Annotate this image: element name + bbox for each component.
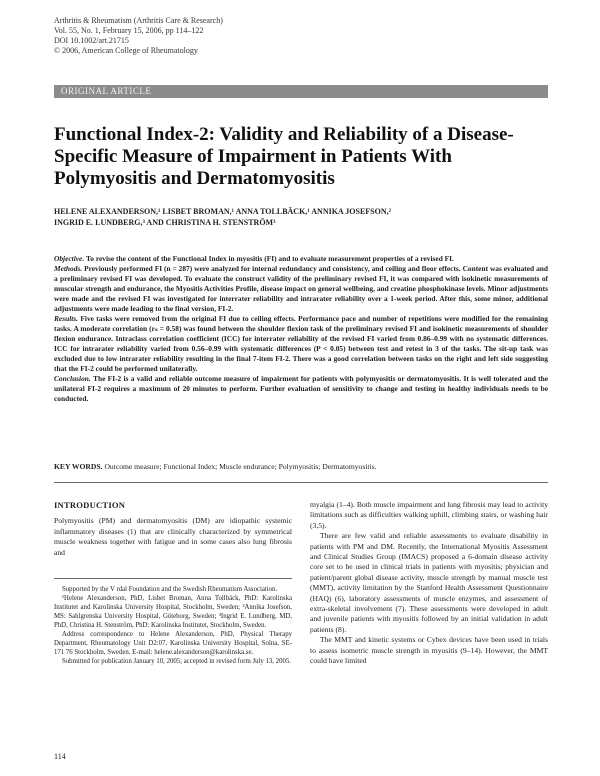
article-title: Functional Index-2: Validity and Reliability of a Disease-Specific Measure of Impairment in Patients With Polymyositis and Dermatomyositis: [54, 124, 514, 189]
footnote-correspondence: Address correspondence to Helene Alexanderson, PhD, Physical Therapy Department, Rheumatology Unit D2:07, Karolinska University Hospital, Solna, SE-171 76 Stockholm, Sweden. E-mail: helene.alexanderson@karolinska.se.: [54, 631, 292, 656]
methods-label: Methods.: [54, 264, 83, 273]
article-type-banner: [54, 85, 548, 98]
authors-line-2: INGRID E. LUNDBERG,³ AND CHRISTINA H. STENSTRÖM³: [54, 218, 276, 227]
right-paragraph-2: There are few valid and reliable assessments to evaluate disability in patients with PM and DM. Recently, the International Myositis Assessment and Clinical Studies Group (IMACS) proposed a 6-domain disease activity core set to be used in clinical trials in patients with myositis; physician and patient/parent global disease activity, muscle strength by manual muscle test (MMT), activity limitation by the Stanford Health Assessment Questionnaire (HAQ) (6), laboratory assessments of muscle enzymes, and assessment of extra-skeletal involvement (7). These assessments were developed in adult and juvenile patients with myositis followed by an initial validation in adult patients (8).: [310, 531, 548, 634]
results-text: Five tasks were removed from the original FI due to ceiling effects. Performance pace and number of repetitions were modified for the remaining tasks. A moderate correlation (rₛ = 0.58) was found between the shoulder flexion task of the preliminary revised FI and isokinetic measurements of shoulder flexion endurance. Intraclass correlation coefficient (ICC) for interrater reliability of the revised FI varied from 0.86–0.99 with no systematic differences. ICC for intrarater reliability varied from 0.56–0.99 with systematic differences (P < 0.05) between test and retest in 3 of the tasks. The sit-up task was excluded due to low intrarater reliability resulting in the final 7-item FI-2. There was a good correlation between tasks on the right and left side suggesting that the FI-2 could be performed unilaterally.: [54, 314, 548, 373]
footnote-affiliations: ¹Helene Alexanderson, PhD, Lisbet Broman, Anna Tollbäck, PhD: Karolinska Institutet and Karolinska University Hospital, Stockholm, Sweden; ²Annika Josefson, MS: Sahlgrenska University Hospital, Göteborg, Sweden; ³Ingrid E. Lundberg, MD, PhD, Christina H. Stenström, PhD: Karolinska Institutet, Stockholm, Sweden.: [54, 595, 292, 629]
keywords-label: KEY WORDS.: [54, 462, 103, 471]
journal-name: Arthritis & Rheumatism (Arthritis Care & Research): [54, 16, 223, 25]
abstract: [54, 254, 548, 404]
author-list: [54, 206, 554, 228]
abstract-methods: [54, 264, 548, 314]
conclusion-text: The FI-2 is a valid and reliable outcome measure of impairment for patients with polymyositis or dermatomyositis. It is well tolerated and the unilateral FI-2 requires a maximum of 20 minutes to perform. Further evaluation of sensitivity to change and testing in healthy individuals needs to be conducted.: [54, 374, 548, 403]
objective-label: Objective.: [54, 254, 85, 263]
right-column: [310, 500, 548, 667]
methods-text: Previously performed FI (n = 287) were analyzed for internal redundancy and consistency, and ceiling and floor effects. Content was evaluated and a preliminary revised FI was developed. To evaluate the construct validity of the preliminary revised FI, it was compared with isokinetic measurements of muscular strength and endurance, the Myositis Activities Profile, disease impact on general wellbeing, and creatine phosphokinase levels. Minor adjustments were made and the revised FI was investigated for interrater reliability and intrarater reliability over a 1-week period. After this, some minor, additional adjustments were made leading to the final version, FI-2.: [54, 264, 548, 313]
objective-text: To revise the content of the Functional Index in myositis (FI) and to evaluate measurement properties of a revised FI.: [86, 254, 454, 263]
right-paragraph-1: myalgia (1–4). Both muscle impairment and lung fibrosis may lead to activity limitations such as difficulties walking uphill, climbing stairs, or washing hair (3,5).: [310, 500, 548, 530]
journal-volume: Vol. 55, No. 1, February 15, 2006, pp 114–122: [54, 26, 204, 35]
results-label: Results.: [54, 314, 79, 323]
article-footnote: [54, 578, 292, 666]
page-number: 114: [54, 752, 66, 761]
article-type-label: ORIGINAL ARTICLE: [61, 86, 152, 96]
intro-paragraph: Polymyositis (PM) and dermatomyositis (DM) are idiopathic systemic inflammatory diseases (1) that are clinically characterized by symmetrical muscle weakness together with fatigue and in some cases also lung fibrosis and: [54, 516, 292, 557]
keywords: [54, 462, 548, 472]
footnote-support: Supported by the V rdal Foundation and the Swedish Rheumatism Association.: [62, 586, 278, 593]
abstract-conclusion: [54, 374, 548, 404]
left-column: [54, 500, 292, 558]
authors-line-1: HELENE ALEXANDERSON,¹ LISBET BROMAN,¹ ANNA TOLLBÄCK,¹ ANNIKA JOSEFSON,²: [54, 207, 392, 216]
right-paragraph-3: The MMT and kinetic systems or Cybex devices have been used in trials to assess isometric muscle strength in myositis (9–14). However, the MMT could have limited: [310, 635, 548, 666]
keywords-text: Outcome measure; Functional Index; Muscle endurance; Polymyositis; Dermatomyositis.: [104, 462, 377, 471]
abstract-results: [54, 314, 548, 374]
introduction-heading: INTRODUCTION: [54, 500, 126, 510]
conclusion-label: Conclusion.: [54, 374, 91, 383]
abstract-objective: [54, 254, 548, 264]
journal-copyright: © 2006, American College of Rheumatology: [54, 46, 198, 55]
section-divider: [54, 482, 548, 483]
journal-header: [54, 16, 223, 56]
footnote-submitted: Submitted for publication January 10, 2005; accepted in revised form July 13, 2005.: [62, 658, 291, 665]
journal-doi: DOI 10.1002/art.21715: [54, 36, 129, 45]
